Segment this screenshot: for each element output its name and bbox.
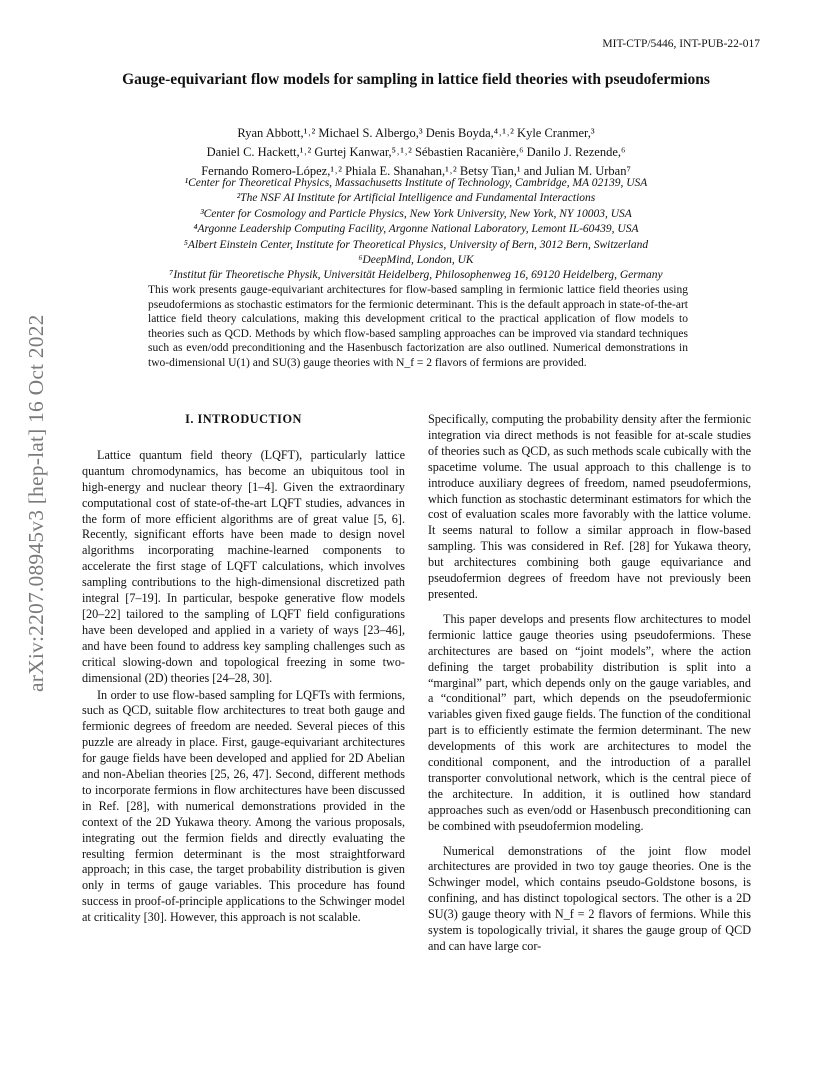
author-line: Fernando Romero-López,¹˒² Phiala E. Shanahan,¹˒² Betsy Tian,¹ and Julian M. Urban⁷ <box>201 164 631 178</box>
author-list <box>110 124 722 181</box>
author-line: Ryan Abbott,¹˒² Michael S. Albergo,³ Denis Boyda,⁴˒¹˒² Kyle Cranmer,³ <box>237 126 595 140</box>
affiliation: ⁵Albert Einstein Center, Institute for Theoretical Physics, University of Bern, 3012 Bern, Switzerland <box>183 238 649 251</box>
body-paragraph: Specifically, computing the probability density after the fermionic integration via direct methods is not feasible for at-scale studies of theories such as QCD, as such methods scale cubically with the spacetime volume. The usual approach to this challenge is to introduce auxiliary degrees of freedom, named pseudofermions, which function as stochastic determinant estimators for which the cost of evaluation scales more favorably with the lattice volume. It seems natural to follow a similar approach in flow-based sampling. This was considered in Ref. [28] for Yukawa theory, but architectures combining both gauge equivariance and pseudofermion degrees of freedom have not previously been presented. <box>428 412 751 601</box>
report-number: MIT-CTP/5446, INT-PUB-22-017 <box>602 38 760 50</box>
arxiv-identifier: arXiv:2207.08945v3 [hep-lat] 16 Oct 2022 <box>24 314 48 692</box>
affiliation: ¹Center for Theoretical Physics, Massachusetts Institute of Technology, Cambridge, MA 02139, USA <box>184 177 648 189</box>
affiliation: ⁶DeepMind, London, UK <box>358 254 474 267</box>
affiliation: ⁷Institut für Theoretische Physik, Universität Heidelberg, Philosophenweg 16, 69120 Heidelberg, Germany <box>169 269 663 282</box>
left-column <box>82 412 405 926</box>
body-paragraph: Numerical demonstrations of the joint flow model architectures are provided in two toy gauge theories. One is the Schwinger model, which contains pseudo-Goldstone bosons, is confining, and has distinct topological sectors. The other is a 2D SU(3) gauge theory with N_f = 2 flavors of fermions. While this system is topologically trivial, it shares the gauge group of QCD and can have large cor- <box>428 843 751 953</box>
affiliation-list <box>80 176 752 284</box>
affiliation: ²The NSF AI Institute for Artificial Intelligence and Fundamental Interactions <box>236 192 596 205</box>
author-line: Daniel C. Hackett,¹˒² Gurtej Kanwar,⁵˒¹˒² Sébastien Racanière,⁶ Danilo J. Rezende,⁶ <box>206 145 626 159</box>
body-paragraph: Lattice quantum field theory (LQFT), particularly lattice quantum chromodynamics, has become an ubiquitous tool in high-energy and nuclear theory [1–4]. Given the extraordinary computational cost of state-of-the-art LQFT studies, advances in the form of more efficient algorithms are of great value [5, 6]. Recently, significant efforts have been made to design novel algorithms incorporating machine-learned components to accelerate the first stage of LQFT calculations, which involves sampling contributions to the high-dimensional discretized path integral [7–19]. In particular, bespoke generative flow models [20–22] tailored to the sampling of LQFT field configurations have been developed and applied in a variety of ways [23–46], and have been found to address key sampling challenges such as critical slowing-down and topological freezing in some two-dimensional (2D) theories [24–28, 30]. <box>82 447 405 685</box>
affiliation: ⁴Argonne Leadership Computing Facility, Argonne National Laboratory, Lemont IL-60439, USA <box>193 223 639 236</box>
body-paragraph: This paper develops and presents flow architectures to model fermionic lattice gauge theories using pseudofermions. These architectures are based on “joint models”, where the action defining the target probability distribution is split into a “marginal” part, which depends only on the gauge variables, and a “conditional” part, which depends on the pseudofermionic variables given fixed gauge fields. The function of the conditional part is to efficiently estimate the fermion determinant. The new developments of this work are architectures to model the conditional component, and the introduction of a parallel transporter convolutional network, which is the central piece of the architecture. In addition, it is outlined how standard approaches such as even/odd or Hasenbusch preconditioning can be combined with pseudofermion modeling. <box>428 611 751 833</box>
right-column <box>428 412 751 955</box>
affiliation: ³Center for Cosmology and Particle Physics, New York University, New York, NY 10003, USA <box>200 207 632 220</box>
abstract: This work presents gauge-equivariant architectures for flow-based sampling in fermionic lattice field theories using pseudofermions as stochastic estimators for the fermionic determinant. This is the default approach in state-of-the-art lattice field theory calculations, making this development critical to the practical application of flow models to theories such as QCD. Methods by which flow-based sampling approaches can be improved via standard techniques such as even/odd preconditioning and the Hasenbusch factorization are also outlined. Numerical demonstrations in two-dimensional U(1) and SU(3) gauge theories with N_f = 2 flavors of fermions are provided. <box>148 284 688 369</box>
arxiv-sidebar <box>18 292 58 692</box>
paper-title: Gauge-equivariant flow models for sampling in lattice field theories with pseudofermions <box>122 71 710 88</box>
section-heading: I. INTRODUCTION <box>185 412 302 426</box>
body-paragraph: In order to use flow-based sampling for LQFTs with fermions, such as QCD, suitable flow architectures to treat both gauge and fermionic degrees of freedom are needed. Several pieces of this puzzle are already in place. First, gauge-equivariant architectures for gauge fields have been developed and applied for 2D Abelian and non-Abelian theories [25, 26, 47]. Second, different methods to incorporate fermions in flow architectures have been discussed in Ref. [28], with numerical demonstrations provided in the context of the 2D Yukawa theory. Among the various proposals, integrating out the fermion fields and directly evaluating the resulting fermion determinant is the most straightforward approach; in this case, the target probability distribution is given only in terms of gauge variables. This procedure has found success in proof-of-principle applications to the Schwinger model at criticality [30]. However, this approach is not scalable. <box>82 687 405 925</box>
